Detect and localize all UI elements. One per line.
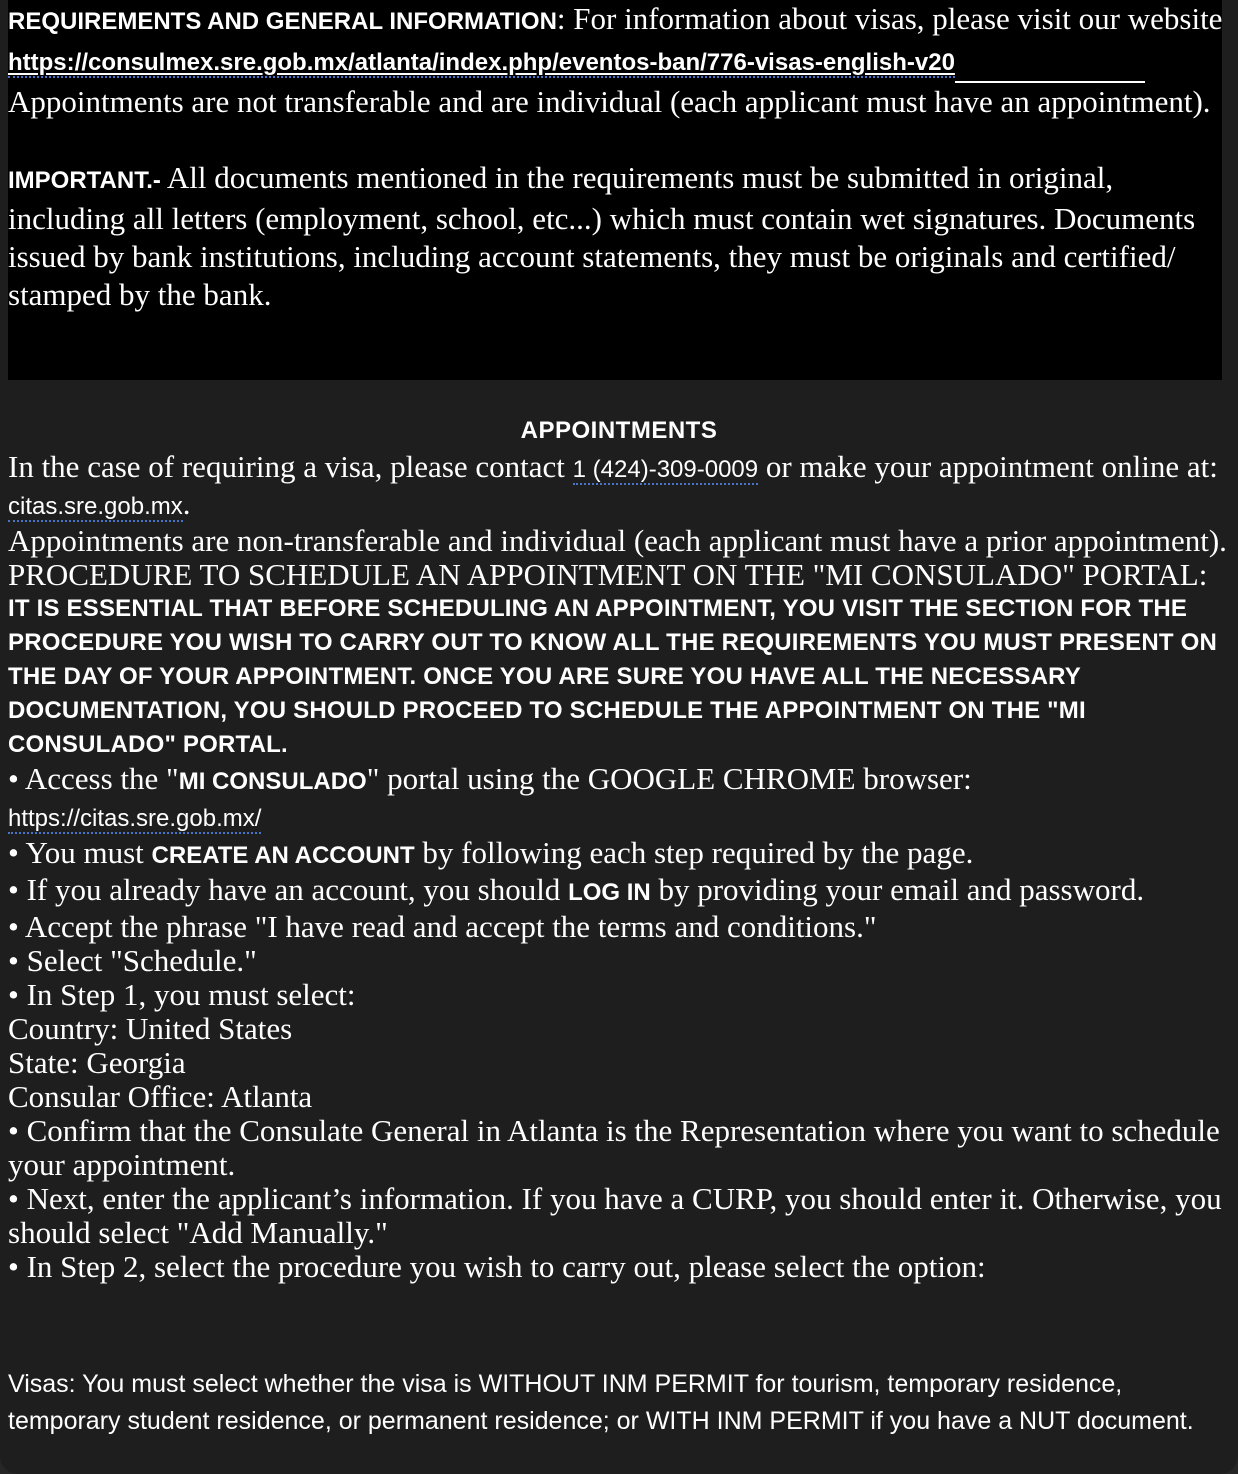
appointments-section: [8, 412, 1230, 1284]
step-accept: • Accept the phrase "I have read and accept the terms and conditions.": [8, 909, 877, 944]
step-access-bold: MI CONSULADO: [178, 768, 367, 795]
important-text: All documents mentioned in the requirements must be submitted in original, including all letters (employment, school, etc...) which must contain wet signatures. Documents issued by bank institutions, including account statements, they must be originals and certified/ stamped by the bank.: [8, 160, 1196, 312]
citas-link[interactable]: citas.sre.gob.mx: [8, 493, 183, 520]
link-underline-trail: [955, 59, 1145, 83]
step-login-bold: LOG IN: [568, 879, 651, 906]
state-line: State: Georgia: [8, 1045, 186, 1080]
step-access: [8, 762, 1230, 836]
contact-mid: or make your appointment online at:: [758, 449, 1218, 484]
nontransfer-note: Appointments are non-transferable and individual (each applicant must have a prior appointment).: [8, 523, 1227, 558]
procedure-title: PROCEDURE TO SCHEDULE AN APPOINTMENT ON THE "MI CONSULADO" PORTAL:: [8, 557, 1208, 592]
step-create: [8, 836, 1230, 873]
step-2: • In Step 2, select the procedure you wish to carry out, please select the option:: [8, 1249, 986, 1284]
contact-prefix: In the case of requiring a visa, please contact: [8, 449, 573, 484]
step-login-a: • If you already have an account, you should: [8, 872, 569, 907]
important-label: IMPORTANT.-: [8, 167, 161, 194]
country-line: Country: United States: [8, 1011, 293, 1046]
transfer-note: Appointments are not transferable and are individual (each applicant must have an appointment).: [8, 84, 1211, 119]
portal-link[interactable]: https://citas.sre.gob.mx/: [8, 805, 262, 832]
visas-info-link[interactable]: https://consulmex.sre.gob.mx/atlanta/index.php/eventos-ban/776-visas-english-v20: [8, 49, 955, 76]
step-access-b: " portal using the GOOGLE CHROME browser:: [366, 761, 972, 796]
appointments-heading: APPOINTMENTS: [520, 417, 718, 444]
requirements-intro: : For information about visas, please visit our website: [556, 1, 1223, 36]
requirements-text: [8, 0, 1226, 314]
step-select: • Select "Schedule.": [8, 943, 257, 978]
contact-paragraph: [8, 450, 1230, 524]
contact-suffix: .: [182, 486, 191, 521]
step-create-a: • You must: [8, 835, 152, 870]
office-line: Consular Office: Atlanta: [8, 1079, 313, 1114]
step-create-bold: CREATE AN ACCOUNT: [151, 842, 415, 869]
step-login-b: by providing your email and password.: [650, 872, 1145, 907]
step-confirm: • Confirm that the Consulate General in Atlanta is the Representation where you want to schedule your appointment.: [8, 1113, 1220, 1182]
step-1: • In Step 1, you must select:: [8, 977, 356, 1012]
requirements-label: REQUIREMENTS AND GENERAL INFORMATION: [8, 8, 557, 35]
step-access-a: • Access the ": [8, 761, 179, 796]
step-next: • Next, enter the applicant’s information. If you have a CURP, you should enter it. Otherwise, you should select "Add Manually.": [8, 1181, 1222, 1250]
phone-link[interactable]: 1 (424)-309-0009: [572, 456, 759, 483]
essential-notice: IT IS ESSENTIAL THAT BEFORE SCHEDULING AN APPOINTMENT, YOU VISIT THE SECTION FOR THE PROCEDURE YOU WISH TO CARRY OUT TO KNOW ALL THE REQUIREMENTS YOU MUST PRESENT ON THE DAY OF YOUR APPOINTMENT. ONCE YOU ARE SURE YOU HAVE ALL THE NECESSARY DOCUMENTATION, YOU SHOULD PROCEED TO SCHEDULE THE APPOINTMENT ON THE "MI CONSULADO" PORTAL.: [8, 595, 1217, 758]
visas-note: Visas: You must select whether the visa is WITHOUT INM PERMIT for tourism, temporary residence, temporary student residence, or permanent residence; or WITH INM PERMIT if you have a NUT document.: [8, 1370, 1194, 1435]
step-create-b: by following each step required by the page.: [414, 835, 974, 870]
step-login: [8, 873, 1230, 910]
